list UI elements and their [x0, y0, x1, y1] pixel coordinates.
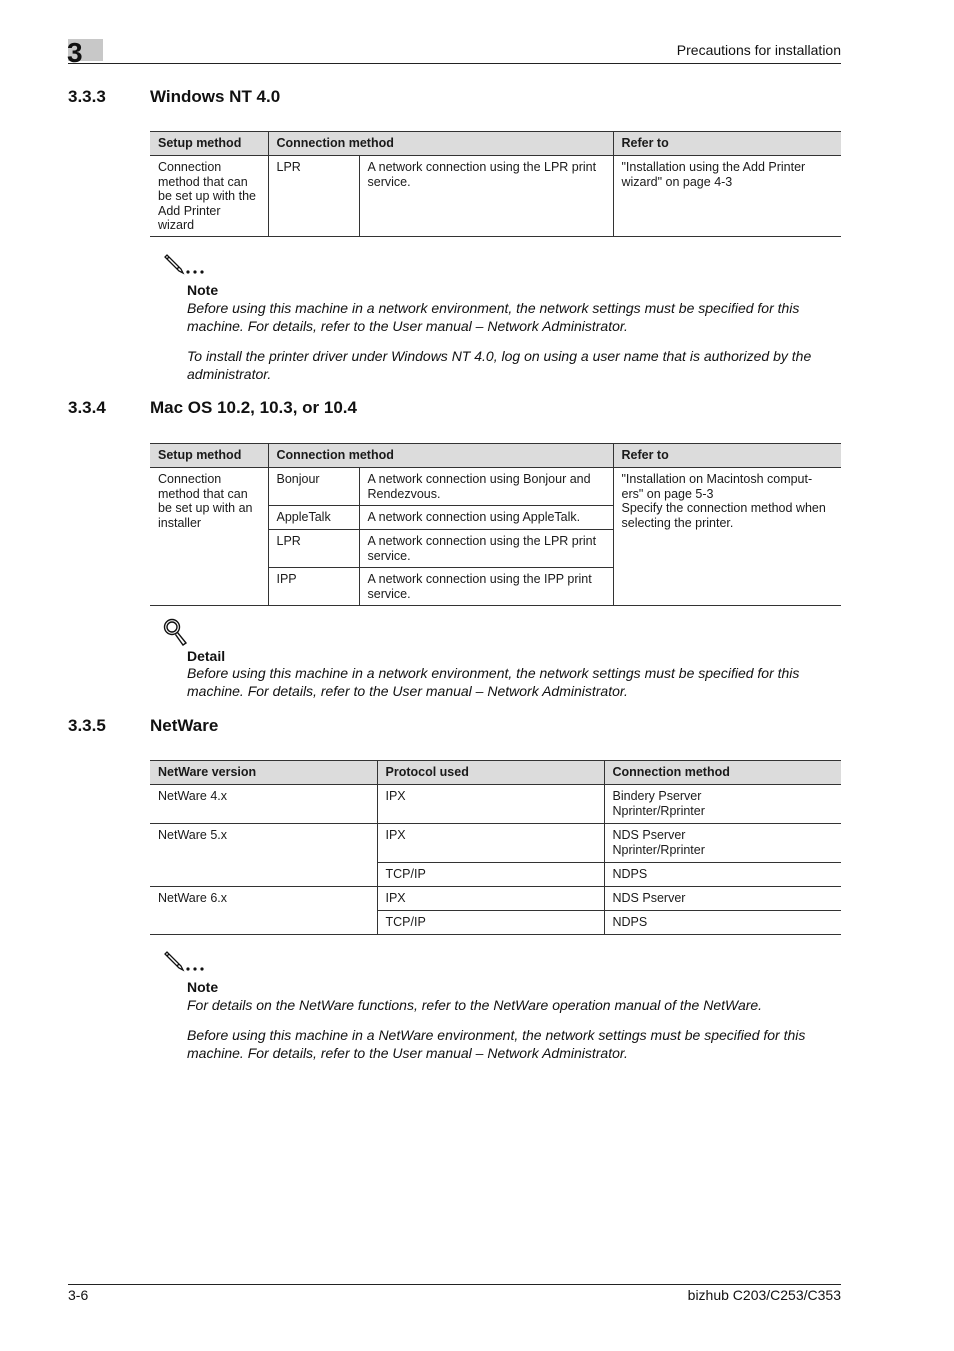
- section-heading-3-3-3: [68, 87, 280, 107]
- protocol-cell: IPX: [377, 824, 604, 863]
- section-heading-3-3-4: [68, 398, 357, 418]
- note-paragraph: To install the printer driver under Windows NT 4.0, log on using a user name that is authorized by the administrator.: [187, 348, 812, 382]
- protocol-cell: TCP/IP: [377, 863, 604, 887]
- description-cell: A network connection using AppleTalk.: [359, 506, 613, 530]
- table-header-row: [150, 761, 841, 785]
- connection-method-cell: AppleTalk: [268, 506, 359, 530]
- table-header-row: [150, 132, 841, 156]
- connection-method-cell: LPR: [268, 530, 359, 568]
- note-paragraph: Before using this machine in a NetWare environment, the network settings must be specified for this machine. For details, refer to the User manual – Network Administrator.: [187, 1027, 806, 1061]
- protocol-cell: TCP/IP: [377, 911, 604, 935]
- description-cell: A network connection using the IPP print service.: [359, 568, 613, 606]
- section-number: 3.3.3: [68, 87, 106, 106]
- mac-os-table: [150, 443, 841, 606]
- section-title: Mac OS 10.2, 10.3, or 10.4: [150, 398, 357, 417]
- note-paragraph: For details on the NetWare functions, refer to the NetWare operation manual of the NetWare.: [187, 997, 763, 1013]
- table-row: [150, 887, 841, 911]
- section-title: NetWare: [150, 716, 219, 735]
- windows-nt-table: [150, 131, 841, 237]
- description-cell: A network connection using the LPR print service.: [359, 530, 613, 568]
- table-row: [150, 156, 841, 237]
- header-cell: NetWare version: [150, 761, 377, 785]
- footer-rule: [68, 1284, 841, 1285]
- table-row: [150, 468, 841, 506]
- protocol-cell: IPX: [377, 785, 604, 824]
- protocol-cell: IPX: [377, 887, 604, 911]
- pencil-note-icon: [162, 253, 208, 277]
- detail-label: Detail: [187, 648, 226, 664]
- table-row: [150, 824, 841, 863]
- header-cell: Refer to: [613, 132, 841, 156]
- section-title: Windows NT 4.0: [150, 87, 281, 106]
- chapter-number: 3: [67, 37, 83, 68]
- connection-method-cell: NDPS: [604, 863, 841, 887]
- header-rule: [68, 63, 841, 64]
- connection-method-cell: Bindery Pserver Nprinter/Rprinter: [604, 785, 841, 824]
- refer-to-cell: "Installation using the Add Printer wizard" on page 4-3: [613, 156, 841, 237]
- netware-version-cell: NetWare 4.x: [150, 785, 377, 824]
- magnifier-detail-icon: [162, 617, 190, 647]
- pencil-note-icon: [162, 950, 208, 974]
- running-header-title: Precautions for installation: [676, 42, 841, 58]
- description-cell: A network connection using Bonjour and Rendezvous.: [359, 468, 613, 506]
- netware-version-cell: NetWare 6.x: [150, 887, 377, 935]
- section-heading-3-3-5: [68, 716, 218, 736]
- header-cell: Connection method: [604, 761, 841, 785]
- note-label: Note: [187, 282, 219, 298]
- page-number: 3-6: [68, 1287, 89, 1303]
- table-row: [150, 785, 841, 824]
- setup-method-cell: Connection method that can be set up with the Add Printer wizard: [150, 156, 268, 237]
- connection-method-cell: NDPS: [604, 911, 841, 935]
- connection-method-cell: IPP: [268, 568, 359, 606]
- header-cell: Connection method: [268, 444, 613, 468]
- setup-method-cell: Connection method that can be set up with an installer: [150, 468, 268, 606]
- note-label: Note: [187, 979, 219, 995]
- note-paragraph: Before using this machine in a network environment, the network settings must be specified for this machine. For details, refer to the User manual – Network Administrator.: [187, 300, 800, 334]
- detail-paragraph: Before using this machine in a network environment, the network settings must be specified for this machine. For details, refer to the User manual – Network Administrator.: [187, 665, 800, 699]
- connection-method-cell: NDS Pserver: [604, 887, 841, 911]
- header-cell: Protocol used: [377, 761, 604, 785]
- connection-method-cell: NDS Pserver Nprinter/Rprinter: [604, 824, 841, 863]
- header-cell: Setup method: [150, 132, 268, 156]
- netware-version-cell: NetWare 5.x: [150, 824, 377, 887]
- refer-to-cell: "Installation on Macintosh comput-ers" on page 5-3 Specify the connection method when selecting the printer.: [613, 468, 841, 606]
- section-number: 3.3.4: [68, 398, 106, 417]
- product-model: bizhub C203/C253/C353: [687, 1287, 841, 1303]
- connection-method-cell: Bonjour: [268, 468, 359, 506]
- table-header-row: [150, 444, 841, 468]
- header-cell: Connection method: [268, 132, 613, 156]
- connection-method-cell: LPR: [268, 156, 359, 237]
- description-cell: A network connection using the LPR print service.: [359, 156, 613, 237]
- header-cell: Refer to: [613, 444, 841, 468]
- header-cell: Setup method: [150, 444, 268, 468]
- section-number: 3.3.5: [68, 716, 106, 735]
- netware-table: [150, 760, 841, 935]
